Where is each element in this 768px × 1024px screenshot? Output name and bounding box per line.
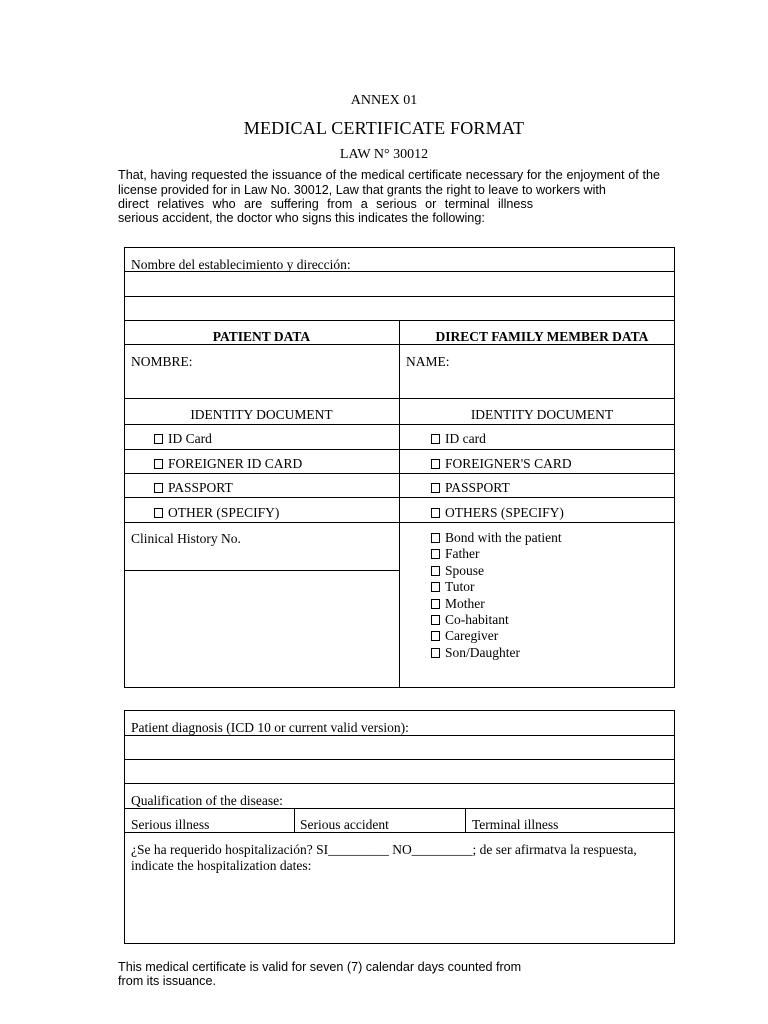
- validity-note-line-2: from its issuance.: [118, 974, 216, 988]
- relationship-list: [431, 530, 562, 661]
- relationship-option-father[interactable]: Father: [431, 546, 562, 562]
- qualification-terminal-illness[interactable]: Terminal illness: [472, 817, 559, 832]
- checkbox-icon[interactable]: [154, 483, 163, 493]
- family-id-option-id-card[interactable]: ID card: [431, 431, 486, 447]
- patient-id-option-other[interactable]: OTHER (SPECIFY): [154, 505, 279, 521]
- checkbox-icon[interactable]: [431, 533, 440, 543]
- checkbox-icon[interactable]: [431, 566, 440, 576]
- patient-name-label: NOMBRE:: [131, 354, 193, 369]
- intro-line-4: serious accident, the doctor who signs this indicates the following:: [118, 211, 485, 225]
- relationship-option-cohabitant[interactable]: Co-habitant: [431, 612, 562, 628]
- diagnosis-label: Patient diagnosis (ICD 10 or current valid version):: [131, 720, 409, 735]
- checkbox-icon[interactable]: [154, 459, 163, 469]
- relationship-option-spouse[interactable]: Spouse: [431, 563, 562, 579]
- checkbox-icon[interactable]: [431, 434, 440, 444]
- checkbox-icon[interactable]: [154, 434, 163, 444]
- patient-id-option-passport[interactable]: PASSPORT: [154, 480, 233, 496]
- checkbox-icon[interactable]: [431, 648, 440, 658]
- qualification-serious-accident[interactable]: Serious accident: [300, 817, 389, 832]
- checkbox-icon[interactable]: [431, 549, 440, 559]
- intro-line-1: That, having requested the issuance of the medical certificate necessary for the enjoyment of the: [118, 168, 660, 182]
- column-divider: [465, 808, 466, 832]
- diagnosis-field[interactable]: [124, 736, 675, 758]
- family-data-header: DIRECT FAMILY MEMBER DATA: [435, 329, 649, 344]
- hospitalization-dates-label: indicate the hospitalization dates:: [131, 858, 312, 873]
- qualification-label: Qualification of the disease:: [131, 793, 283, 808]
- establishment-field[interactable]: [124, 272, 675, 295]
- form-rule: [124, 783, 675, 784]
- law-number: LAW N° 30012: [339, 147, 429, 162]
- patient-data-header: PATIENT DATA: [212, 329, 311, 344]
- checkbox-icon[interactable]: [431, 615, 440, 625]
- family-id-header: IDENTITY DOCUMENT: [470, 407, 614, 422]
- patient-id-header: IDENTITY DOCUMENT: [190, 407, 333, 422]
- checkbox-icon[interactable]: [431, 508, 440, 518]
- hospitalization-question: ¿Se ha requerido hospitalización? SI_________ NO_________; de ser afirmatva la respuesta,: [131, 842, 637, 857]
- establishment-label: Nombre del establecimiento y dirección:: [131, 257, 351, 272]
- checkbox-icon[interactable]: [431, 599, 440, 609]
- column-divider: [399, 320, 400, 688]
- checkbox-icon[interactable]: [431, 631, 440, 641]
- relationship-option-bond[interactable]: Bond with the patient: [431, 530, 562, 546]
- annex-label: ANNEX 01: [350, 93, 418, 108]
- intro-line-3: direct relatives who are suffering from a serious or terminal illness: [118, 197, 533, 211]
- family-name-label: NAME:: [406, 354, 450, 369]
- checkbox-icon[interactable]: [431, 459, 440, 469]
- form-rule: [124, 570, 399, 571]
- qualification-serious-illness[interactable]: Serious illness: [131, 817, 210, 832]
- family-id-option-passport[interactable]: PASSPORT: [431, 480, 510, 496]
- checkbox-icon[interactable]: [431, 582, 440, 592]
- family-id-option-foreigner-card[interactable]: FOREIGNER'S CARD: [431, 456, 572, 472]
- checkbox-icon[interactable]: [431, 483, 440, 493]
- validity-note-line-1: This medical certificate is valid for seven (7) calendar days counted from: [118, 960, 522, 974]
- patient-id-option-id-card[interactable]: ID Card: [154, 431, 212, 447]
- clinical-history-label: Clinical History No.: [131, 531, 241, 546]
- establishment-field-line-2[interactable]: [124, 297, 675, 319]
- relationship-option-caregiver[interactable]: Caregiver: [431, 628, 562, 644]
- intro-line-2: license provided for in Law No. 30012, Law that grants the right to leave to workers with: [118, 183, 606, 197]
- document-title: MEDICAL CERTIFICATE FORMAT: [243, 118, 525, 138]
- relationship-option-mother[interactable]: Mother: [431, 596, 562, 612]
- relationship-option-tutor[interactable]: Tutor: [431, 579, 562, 595]
- relationship-option-son-daughter[interactable]: Son/Daughter: [431, 645, 562, 661]
- checkbox-icon[interactable]: [154, 508, 163, 518]
- column-divider: [294, 808, 295, 832]
- diagnosis-field-line-2[interactable]: [124, 760, 675, 782]
- patient-id-option-foreigner-card[interactable]: FOREIGNER ID CARD: [154, 456, 302, 472]
- family-id-option-others[interactable]: OTHERS (SPECIFY): [431, 505, 564, 521]
